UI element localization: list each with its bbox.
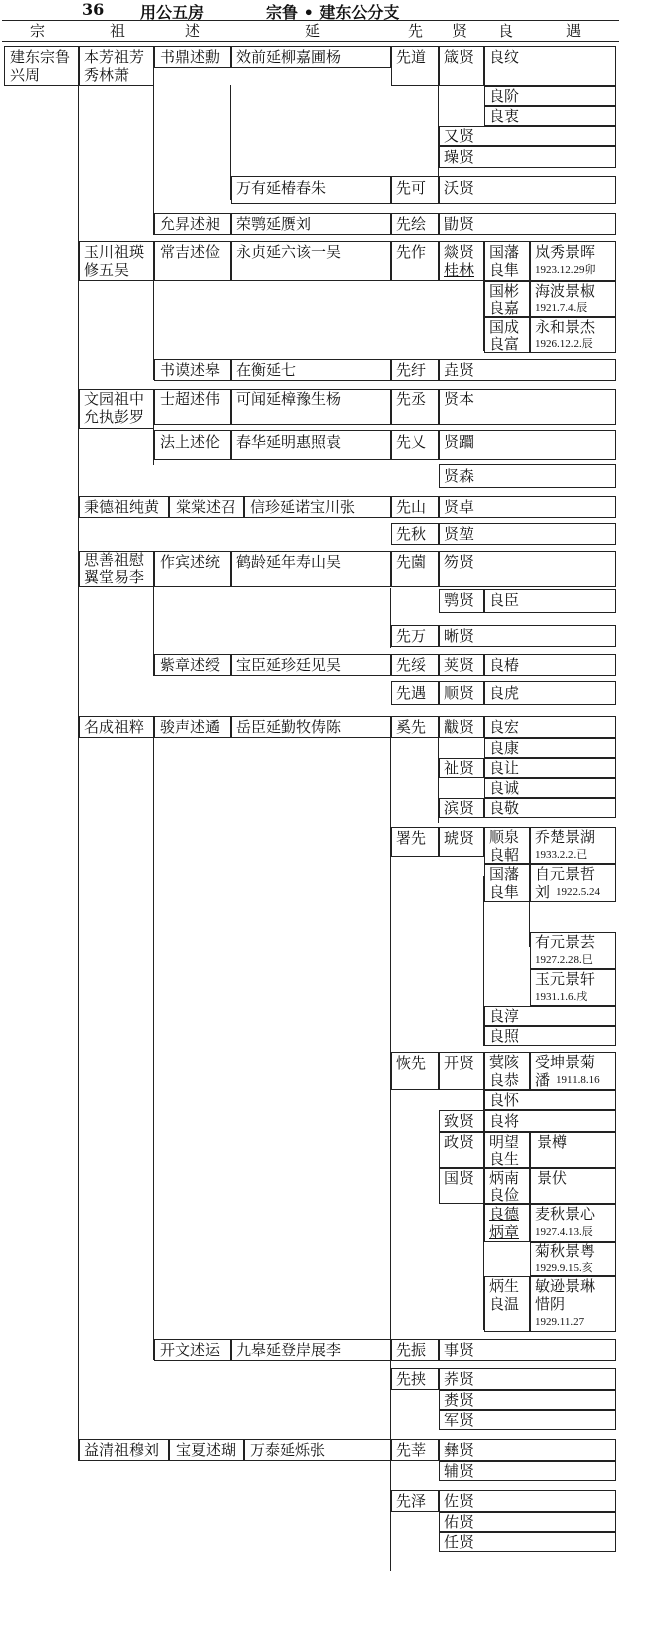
ancestor-name: 顺贤 <box>444 684 475 702</box>
ancestor-name: 开贤 <box>444 1054 475 1072</box>
ancestor-name: 国彬 <box>489 282 520 300</box>
ancestor-name: 海波景椒 <box>535 282 596 300</box>
ancestor-name: 先泽 <box>396 1492 427 1510</box>
ancestor-name: 良照 <box>489 1027 520 1045</box>
ancestor-name: 刘 <box>535 883 551 901</box>
birth-date: 1923.12.29卯 <box>535 264 596 276</box>
ancestor-name: 燚贤 <box>444 243 475 261</box>
ancestor-name: 国贤 <box>444 1169 475 1187</box>
ancestor-name: 璪贤 <box>444 148 475 166</box>
ancestor-name: 国藩 <box>489 865 520 883</box>
col-header-xianr: 贤 <box>452 22 468 40</box>
ancestor-name: 益清祖穆刘 <box>84 1441 160 1459</box>
ancestor-name: 修五吴 <box>84 261 130 279</box>
ancestor-name: 黻贤 <box>444 718 475 736</box>
ancestor-name: 万泰延烁张 <box>250 1441 326 1459</box>
ancestor-name: 九皋延登岸展李 <box>236 1341 342 1359</box>
ancestor-name: 良俭 <box>489 1186 520 1204</box>
ancestor-name: 笏贤 <box>444 553 475 571</box>
ancestor-name: 玉元景轩 <box>535 970 596 988</box>
ancestor-name: 良生 <box>489 1150 520 1168</box>
birth-date: 1929.9.15.亥 <box>535 1262 593 1274</box>
col-header-zong: 宗 <box>30 22 46 40</box>
ancestor-name: 良軺 <box>489 846 520 864</box>
ancestor-name: 顺泉 <box>489 828 520 846</box>
birth-date: 1921.7.4.辰 <box>535 302 588 314</box>
ancestor-name: 良衷 <box>489 107 520 125</box>
ancestor-name: 贤森 <box>444 467 475 485</box>
ancestor-name: 国成 <box>489 318 520 336</box>
ancestor-name: 勖贤 <box>444 215 475 233</box>
ancestor-name: 良椿 <box>489 656 520 674</box>
ancestor-name: 彝贤 <box>444 1441 475 1459</box>
ancestor-name: 可闻延樟豫生杨 <box>236 390 342 408</box>
birth-date: 1922.5.24 <box>556 886 600 898</box>
ancestor-name: 本芳祖芳 <box>84 48 145 66</box>
ancestor-name: 荞贤 <box>444 1370 475 1388</box>
ancestor-name: 良隼 <box>489 883 520 901</box>
ancestor-name: 良淳 <box>489 1007 520 1025</box>
ancestor-name: 良隼 <box>489 261 520 279</box>
ancestor-name: 书鼎述勳 <box>160 48 221 66</box>
ancestor-name: 明望 <box>489 1133 520 1151</box>
ancestor-name: 箴贤 <box>444 48 475 66</box>
ancestor-name: 先秋 <box>396 525 427 543</box>
ancestor-name: 万有延椿春朱 <box>236 179 327 197</box>
ancestor-name: 沃贤 <box>444 179 475 197</box>
ancestor-name: 潘 <box>535 1071 551 1089</box>
col-header-zu: 祖 <box>110 22 126 40</box>
tree-line <box>153 738 154 1360</box>
ancestor-name: 佐贤 <box>444 1492 475 1510</box>
col-header-yan: 延 <box>305 22 321 40</box>
ancestor-name: 致贤 <box>444 1112 475 1130</box>
birth-date: 1931.1.6.戌 <box>535 991 588 1003</box>
ancestor-name: 麦秋景心 <box>535 1205 596 1223</box>
ancestor-name: 良德 <box>489 1205 520 1223</box>
ancestor-name: 士超述伟 <box>160 390 221 408</box>
ancestor-name: 良臣 <box>489 591 520 609</box>
ancestor-name: 赉贤 <box>444 1391 475 1409</box>
birth-date: 1926.12.2.辰 <box>535 338 593 350</box>
ancestor-name: 恢先 <box>396 1054 427 1072</box>
birth-date: 1911.8.16 <box>556 1074 600 1086</box>
ancestor-name: 秀林萧 <box>84 66 130 84</box>
ancestor-name: 贤卓 <box>444 498 475 516</box>
ancestor-name: 滨贤 <box>444 799 475 817</box>
ancestor-name: 奚先 <box>396 718 427 736</box>
ancestor-name: 蓂陔 <box>489 1053 520 1071</box>
ancestor-name: 允执彭罗 <box>84 408 145 426</box>
ancestor-name: 辅贤 <box>444 1462 475 1480</box>
ancestor-name: 贤本 <box>444 390 475 408</box>
ancestor-name: 乔楚景湖 <box>535 828 596 846</box>
ancestor-name: 受坤景菊 <box>535 1053 596 1071</box>
ancestor-name: 良恭 <box>489 1071 520 1089</box>
ancestor-name: 有元景芸 <box>535 933 596 951</box>
ancestor-name: 佑贤 <box>444 1513 475 1531</box>
ancestor-name: 先遇 <box>396 684 427 702</box>
ancestor-name: 永和景杰 <box>535 318 596 336</box>
ancestor-name: 景伏 <box>537 1169 568 1187</box>
ancestor-name: 先振 <box>396 1341 427 1359</box>
ancestor-name: 棠棠述召 <box>176 498 237 516</box>
ancestor-name: 菊秋景粤 <box>535 1242 596 1260</box>
ancestor-name: 文园祖中 <box>84 390 145 408</box>
ancestor-name: 宝夏述瑚 <box>176 1441 237 1459</box>
ancestor-name: 政贤 <box>444 1133 475 1151</box>
ancestor-name: 琥贤 <box>444 829 475 847</box>
ancestor-name: 先作 <box>396 243 427 261</box>
ancestor-name: 炳生 <box>489 1277 520 1295</box>
ancestor-name: 建东宗鲁 <box>10 48 71 66</box>
ancestor-name: 岳臣延勤牧俦陈 <box>236 718 342 736</box>
ancestor-name: 翼堂易李 <box>84 568 145 586</box>
ancestor-name: 先乂 <box>396 433 427 451</box>
ancestor-name: 敏逊景琳 <box>535 1277 596 1295</box>
ancestor-name: 良宏 <box>489 718 520 736</box>
ancestor-name: 垚贤 <box>444 361 475 379</box>
ancestor-name: 贤躢 <box>444 433 475 451</box>
ancestor-name: 春华延明惠照袁 <box>236 433 342 451</box>
ancestor-name: 宝臣延珍廷见吴 <box>236 656 342 674</box>
ancestor-name: 惜阴 <box>535 1295 566 1313</box>
ancestor-name: 良怀 <box>489 1091 520 1109</box>
ancestor-name: 自元景哲 <box>535 865 596 883</box>
birth-date: 1929.11.27 <box>535 1316 585 1328</box>
ancestor-name: 良虎 <box>489 684 520 702</box>
ancestor-name: 骏声述遹 <box>160 718 221 736</box>
ancestor-name: 先丞 <box>396 390 427 408</box>
ancestor-name: 荣鹗延赝刘 <box>236 215 312 233</box>
page-title: 宗鲁 • 建东公分支 <box>266 3 400 22</box>
tree-line <box>78 85 79 1461</box>
ancestor-name: 名成祖粹 <box>84 718 145 736</box>
ancestor-name: 效前延柳嘉圃杨 <box>236 48 342 66</box>
ancestor-name: 先绥 <box>396 656 427 674</box>
ancestor-name: 书谟述皋 <box>160 361 221 379</box>
ancestor-name: 良纹 <box>489 48 520 66</box>
ancestor-name: 良阶 <box>489 87 520 105</box>
col-header-xian: 先 <box>408 22 424 40</box>
ancestor-name: 良富 <box>489 335 520 353</box>
birth-date: 1927.2.28.巳 <box>535 954 593 966</box>
ancestor-name: 紫章述绶 <box>160 656 221 674</box>
ancestor-name: 先可 <box>396 179 427 197</box>
ancestor-name: 先山 <box>396 498 427 516</box>
ancestor-name: 先莘 <box>396 1441 427 1459</box>
ancestor-name: 允昇述昶 <box>160 215 221 233</box>
ancestor-name: 炳南 <box>489 1169 520 1187</box>
ancestor-name: 玉川祖瑛 <box>84 243 145 261</box>
ancestor-name: 岚秀景晖 <box>535 243 596 261</box>
ancestor-name: 国藩 <box>489 243 520 261</box>
birth-date: 1927.4.13.辰 <box>535 1226 593 1238</box>
ancestor-name: 良诚 <box>489 779 520 797</box>
tree-line <box>390 1461 391 1571</box>
ancestor-name: 事贤 <box>444 1341 475 1359</box>
ancestor-name: 兴周 <box>10 66 41 84</box>
ancestor-name: 炳章 <box>489 1223 520 1241</box>
ancestor-name: 先绘 <box>396 215 427 233</box>
ancestor-name: 永贞延六该一吴 <box>236 243 342 261</box>
ancestor-name: 先薗 <box>396 553 427 571</box>
ancestor-name: 开文述运 <box>160 1341 221 1359</box>
page-number: 36 <box>82 0 105 19</box>
ancestor-name: 晰贤 <box>444 627 475 645</box>
ancestor-name: 军贤 <box>444 1411 475 1429</box>
ancestor-name: 鹤龄延年寿山吴 <box>236 553 342 571</box>
ancestor-name: 法上述伦 <box>160 433 221 451</box>
ancestor-name: 思善祖慰 <box>84 551 145 569</box>
ancestor-name: 鹗贤 <box>444 591 475 609</box>
ancestor-name: 信珍延诺宝川张 <box>250 498 356 516</box>
ancestor-name: 贤堃 <box>444 525 475 543</box>
branch-title: 用公五房 <box>140 3 205 22</box>
ancestor-name: 秉德祖纯黄 <box>84 498 160 516</box>
ancestor-name: 先纡 <box>396 361 427 379</box>
col-header-liang: 良 <box>498 22 514 40</box>
ancestor-name: 良康 <box>489 739 520 757</box>
ancestor-name: 荚贤 <box>444 656 475 674</box>
col-header-yu: 遇 <box>566 22 582 40</box>
ancestor-name: 先道 <box>396 48 427 66</box>
ancestor-name: 先挟 <box>396 1370 427 1388</box>
ancestor-name: 良温 <box>489 1295 520 1313</box>
ancestor-name: 良敬 <box>489 799 520 817</box>
ancestor-name: 先万 <box>396 627 427 645</box>
birth-date: 1933.2.2.已 <box>535 849 588 861</box>
ancestor-name: 又贤 <box>444 127 475 145</box>
ancestor-name: 良将 <box>489 1112 520 1130</box>
ancestor-name: 任贤 <box>444 1533 475 1551</box>
ancestor-name: 景樽 <box>537 1133 568 1151</box>
ancestor-name: 在衡延七 <box>236 361 297 379</box>
ancestor-name: 署先 <box>396 829 427 847</box>
ancestor-name: 祉贤 <box>444 759 475 777</box>
ancestor-name: 良让 <box>489 759 520 777</box>
col-header-shu: 述 <box>185 22 201 40</box>
ancestor-name: 常吉述俭 <box>160 243 221 261</box>
ancestor-name: 良嘉 <box>489 299 520 317</box>
ancestor-name: 作宾述统 <box>160 553 221 571</box>
ancestor-name: 桂林 <box>444 261 475 279</box>
